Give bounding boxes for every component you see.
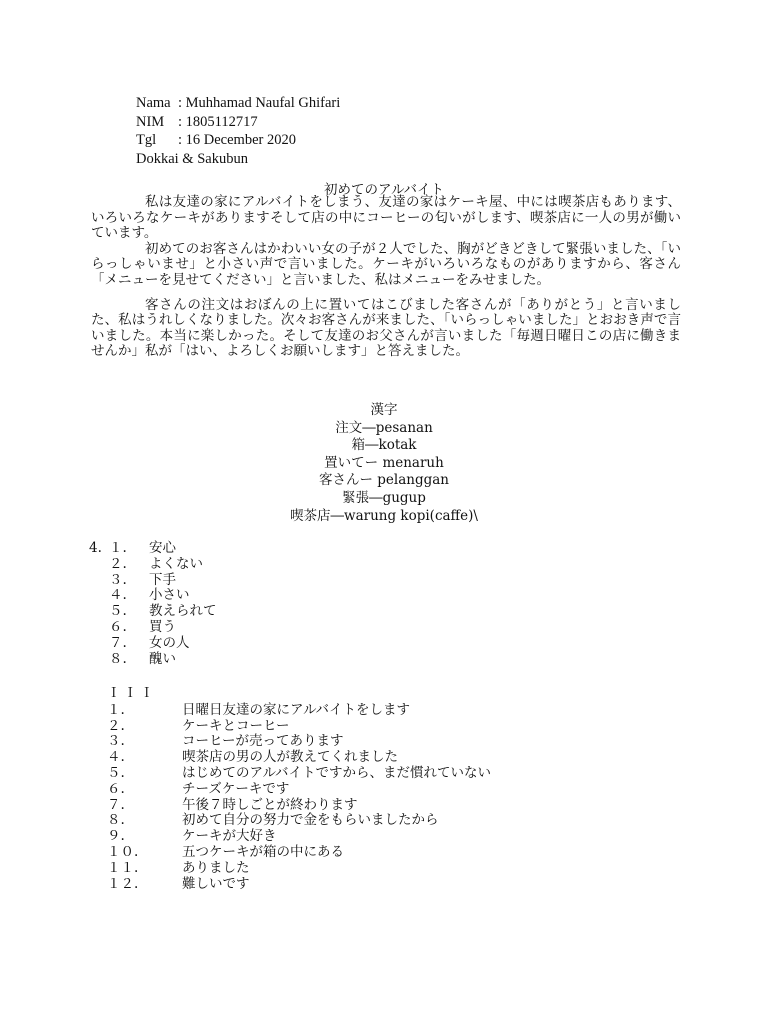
item-number: ７.: [109, 634, 127, 651]
item-number: ４.: [107, 749, 125, 766]
list-item: [89, 541, 217, 557]
subject-row: [136, 150, 340, 169]
item-number: ９.: [107, 828, 125, 845]
section-3-answers: [107, 686, 491, 892]
list-item: [107, 750, 491, 766]
item-number: ５.: [107, 764, 125, 781]
vocab-item: 箱―kotak: [351, 437, 417, 454]
date-value: : 16 December 2020: [178, 132, 296, 149]
section-number: 4.: [89, 540, 102, 556]
list-item: [107, 719, 491, 735]
item-number: ３.: [107, 733, 125, 750]
item-number: ４.: [109, 587, 127, 604]
subject-label: Dokkai & Sakubun: [136, 150, 248, 167]
item-number: ２.: [109, 555, 127, 572]
item-text: 日曜日友達の家にアルバイトをします: [182, 701, 411, 718]
item-text: 醜い: [149, 650, 176, 667]
item-number: ３.: [109, 571, 127, 588]
item-number: ８.: [109, 650, 127, 667]
item-text: 女の人: [149, 634, 190, 651]
essay-paragraph: 初めてのお客さんはかわいい女の子が２人でした、胸がどきどきして緊張いました、「いらっしゃいませ」と小さい声で言いました。ケーキがいろいろなものがありますから、客さん「メニューを見せてください」と言いました、私はメニューをみせました。: [91, 240, 681, 288]
list-item: [89, 636, 217, 652]
item-text: 小さい: [149, 587, 190, 604]
list-item: [107, 829, 491, 845]
list-item: [89, 588, 217, 604]
student-header: [136, 94, 340, 168]
list-item: [107, 766, 491, 782]
list-item: [107, 734, 491, 750]
item-number: ５.: [109, 603, 127, 620]
date-row: [136, 131, 340, 150]
essay-paragraph: 私は友達の家にアルバイトをしまう、友達の家はケーキ屋、中には喫茶店もあります、いろいろなケーキがありますそして店の中にコーヒーの匂いがします、喫茶店に一人の男が働いています。: [91, 194, 681, 242]
item-number: ８.: [107, 812, 125, 829]
list-item: [89, 652, 217, 668]
section-4-answers: [89, 541, 217, 667]
date-label: Tgl: [136, 132, 157, 149]
vocab-item: 喫茶店―warung kopi(caffe)\: [290, 507, 478, 524]
item-number: １.: [107, 701, 125, 718]
item-text: チーズケーキです: [182, 780, 290, 797]
item-text: ケーキが大好き: [182, 828, 277, 845]
list-item: [107, 782, 491, 798]
list-item: [89, 604, 217, 620]
item-text: ありました: [182, 859, 250, 876]
item-text: はじめてのアルバイトですから、まだ慣れていない: [182, 764, 492, 781]
essay-paragraph: 客さんの注文はおぼんの上に置いてはこびました客さんが「ありがとう」と言いました、私はうれしくなりました。次々お客さんが来ました、「いらっしゃいました」とおおき声で言いました。本当に楽しかった。そして友達のお父さんが言いました「毎週日曜日この店に働きませんか」私が「はい、よろしくお願いします」と答えました。: [91, 296, 681, 360]
item-number: １.: [109, 540, 127, 556]
item-text: 喫茶店の男の人が教えてくれました: [182, 749, 398, 766]
item-number: ７.: [107, 796, 125, 813]
list-item: [89, 557, 217, 573]
name-label: Nama: [136, 95, 171, 111]
item-number: １２.: [107, 875, 139, 892]
list-item: [89, 573, 217, 589]
nim-label: NIM: [136, 113, 165, 130]
list-item: [107, 877, 491, 893]
item-text: コーヒーが売ってあります: [182, 733, 344, 750]
item-text: 初めて自分の努力で金をもらいましたから: [182, 812, 439, 829]
essay-body: [91, 195, 681, 360]
item-number: １０.: [107, 843, 139, 860]
vocab-item: 置いてー menaruh: [324, 454, 444, 471]
vocab-item: 注文―pesanan: [335, 419, 433, 436]
kanji-vocab-list: [0, 402, 768, 525]
list-item: [107, 703, 491, 719]
item-text: 下手: [149, 571, 176, 588]
item-text: 安心: [149, 540, 176, 556]
item-number: １１.: [107, 859, 139, 876]
item-text: 午後７時しごとが終わります: [182, 796, 358, 813]
vocab-item: 客さんー pelanggan: [318, 472, 449, 489]
essay-title: 初めてのアルバイト: [323, 182, 444, 198]
list-item: [107, 813, 491, 829]
item-text: よくない: [149, 555, 203, 572]
list-item: [107, 798, 491, 814]
item-number: ６.: [107, 780, 125, 797]
nim-value: : 1805112717: [178, 113, 258, 130]
item-number: ６.: [109, 618, 127, 635]
item-text: 教えられて: [149, 603, 217, 620]
item-text: 難しいです: [182, 875, 250, 892]
list-item: [107, 845, 491, 861]
item-text: ケーキとコーヒー: [182, 717, 290, 734]
item-text: 五つケーキが箱の中にある: [182, 843, 344, 860]
name-row: [136, 94, 340, 113]
vocab-heading: 漢字: [370, 402, 398, 418]
item-number: ２.: [107, 717, 125, 734]
list-item: [89, 620, 217, 636]
item-text: 買う: [149, 618, 176, 635]
nim-row: [136, 113, 340, 132]
vocab-item: 緊張―gugup: [342, 489, 426, 506]
name-value: : Muhhamad Naufal Ghifari: [178, 95, 341, 111]
list-item: [107, 861, 491, 877]
section-heading: ＩＩＩ: [107, 685, 157, 701]
